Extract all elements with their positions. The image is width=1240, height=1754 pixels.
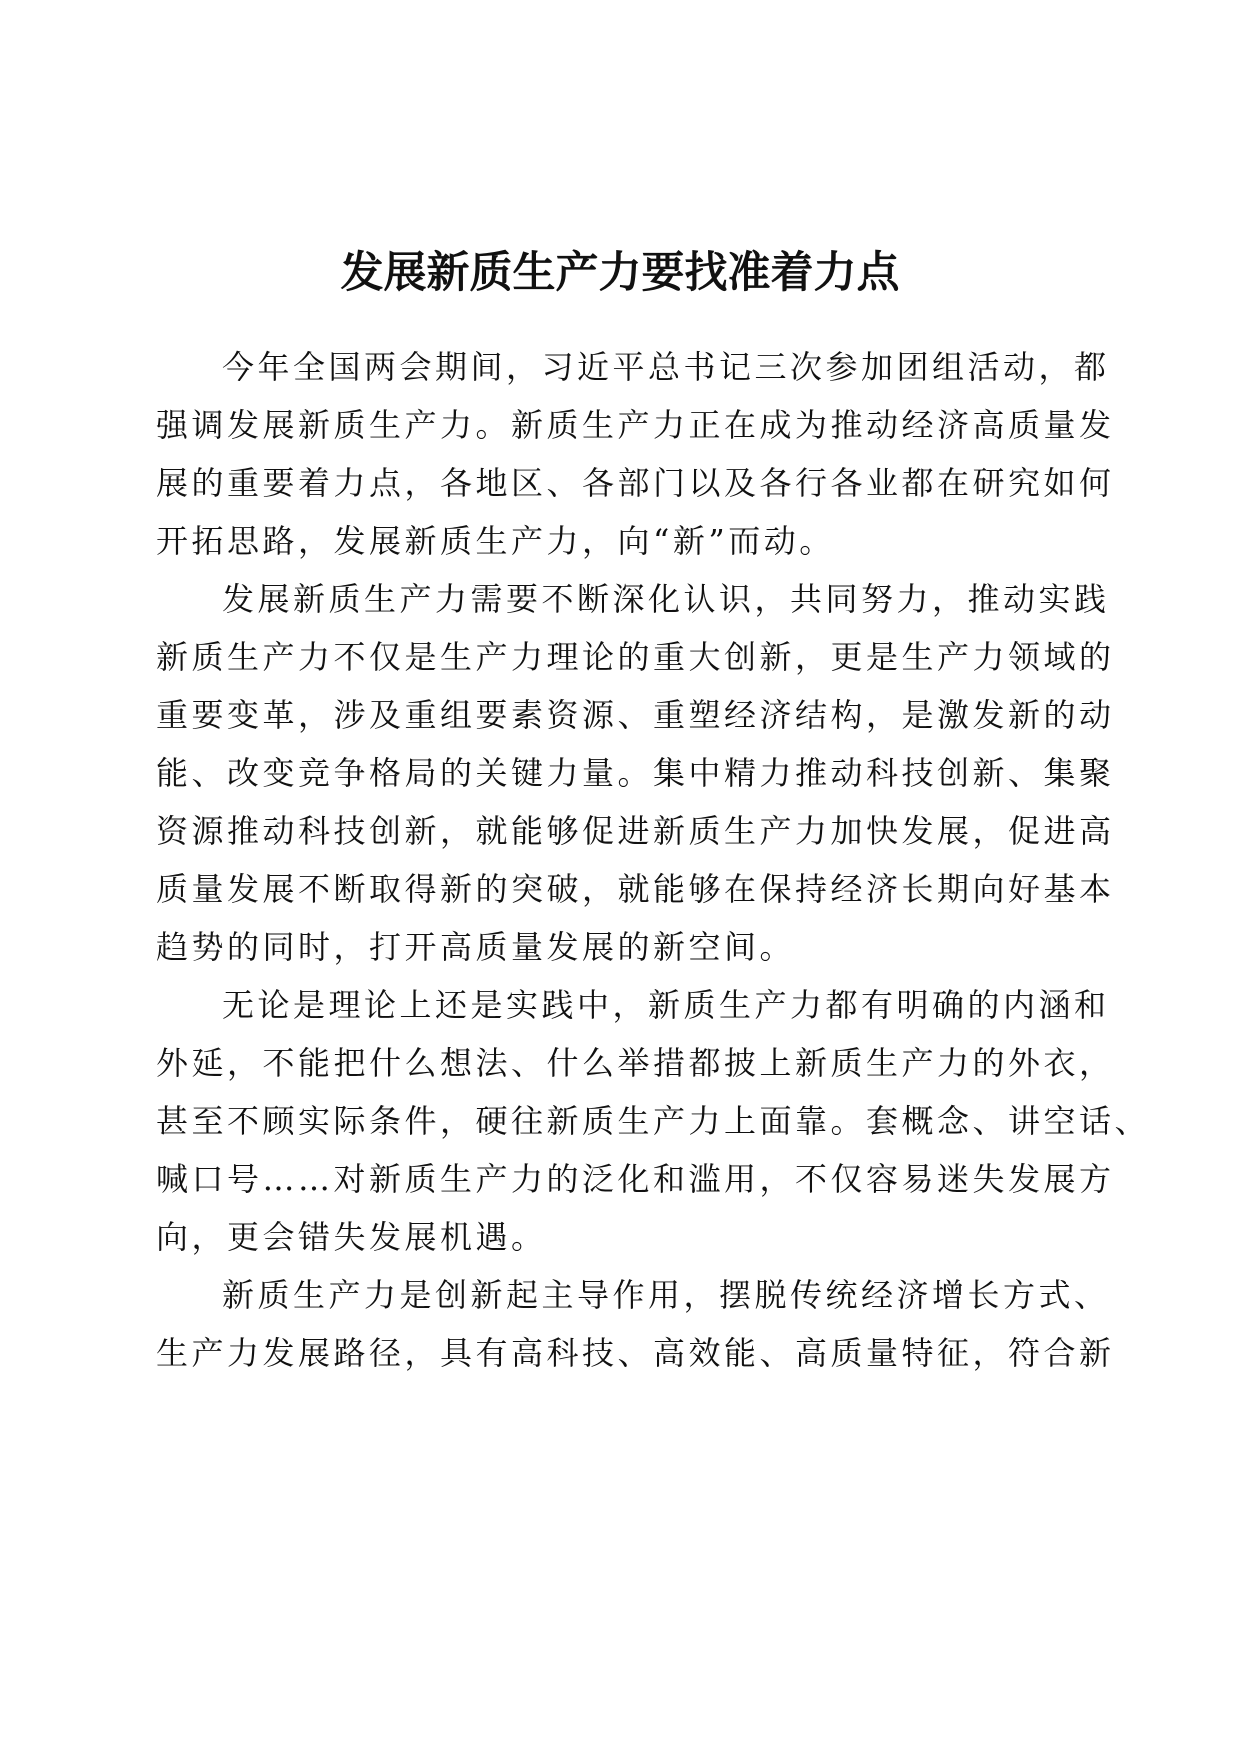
- paragraph-3-line-3: 甚至不顾实际条件，硬往新质生产力上面靠。套概念、讲空话、: [156, 1102, 1151, 1140]
- paragraph-1-line-4: 开拓思路，发展新质生产力，向“新”而动。: [156, 522, 835, 560]
- paragraph-3-line-1: 无论是理论上还是实践中，新质生产力都有明确的内涵和: [222, 986, 1110, 1024]
- paragraph-2-line-1: 发展新质生产力需要不断深化认识，共同努力，推动实践: [222, 580, 1110, 618]
- paragraph-2-line-6: 质量发展不断取得新的突破，就能够在保持经济长期向好基本: [156, 870, 1115, 908]
- paragraph-1-line-1: 今年全国两会期间，习近平总书记三次参加团组活动，都: [222, 348, 1110, 386]
- paragraph-1-line-2: 强调发展新质生产力。新质生产力正在成为推动经济高质量发: [156, 406, 1115, 444]
- paragraph-2-line-7: 趋势的同时，打开高质量发展的新空间。: [156, 928, 796, 966]
- paragraph-2-line-3: 重要变革，涉及重组要素资源、重塑经济结构，是激发新的动: [156, 696, 1115, 734]
- paragraph-3-line-2: 外延，不能把什么想法、什么举措都披上新质生产力的外衣，: [156, 1044, 1115, 1082]
- paragraph-2-line-2: 新质生产力不仅是生产力理论的重大创新，更是生产力领域的: [156, 638, 1115, 676]
- paragraph-4-line-1: 新质生产力是创新起主导作用，摆脱传统经济增长方式、: [222, 1276, 1110, 1314]
- paragraph-3-line-4: 喊口号……对新质生产力的泛化和滥用，不仅容易迷失发展方: [156, 1160, 1115, 1198]
- paragraph-3-line-5: 向，更会错失发展机遇。: [156, 1218, 547, 1256]
- paragraph-2-line-5: 资源推动科技创新，就能够促进新质生产力加快发展，促进高: [156, 812, 1115, 850]
- paragraph-2-line-4: 能、改变竞争格局的关键力量。集中精力推动科技创新、集聚: [156, 754, 1115, 792]
- paragraph-1-line-3: 展的重要着力点，各地区、各部门以及各行各业都在研究如何: [156, 464, 1115, 502]
- paragraph-4-line-2: 生产力发展路径，具有高科技、高效能、高质量特征，符合新: [156, 1334, 1115, 1372]
- document-title: 发展新质生产力要找准着力点: [340, 248, 900, 298]
